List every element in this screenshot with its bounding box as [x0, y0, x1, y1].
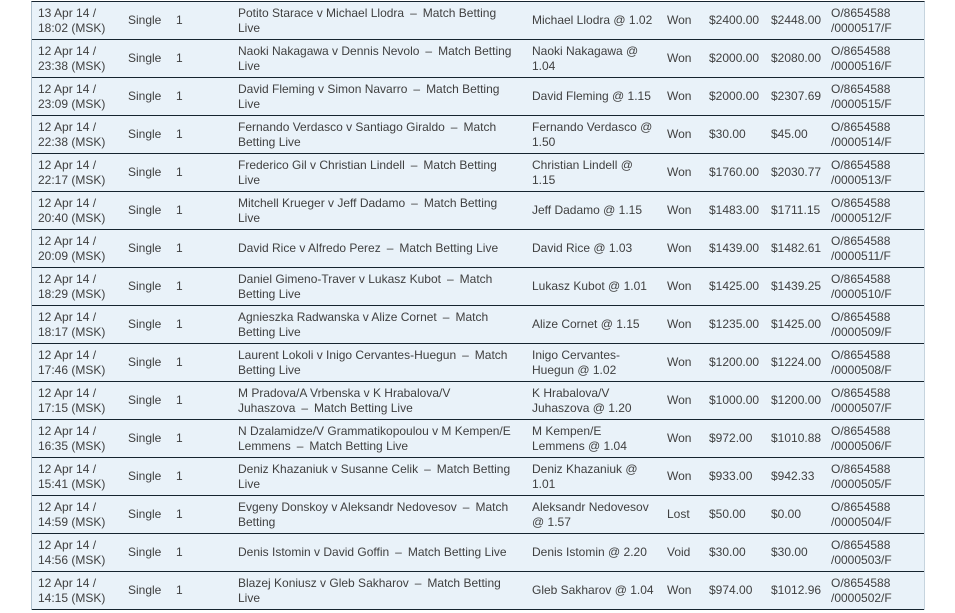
- bet-type: Single: [128, 165, 162, 179]
- bet-event: Naoki Nakagawa v Dennis Nevolo – Match Betting Live: [238, 43, 512, 73]
- bet-result: Void: [667, 545, 691, 559]
- bet-count: 1: [176, 583, 183, 597]
- bet-datetime: [38, 44, 128, 74]
- bet-date: 13 Apr 14 /: [38, 5, 97, 20]
- bet-time: 18:17 (MSK): [38, 324, 106, 339]
- bet-result: Won: [667, 583, 692, 597]
- bet-reference: [831, 158, 924, 188]
- bet-type: Single: [128, 507, 162, 521]
- bet-selection: David Rice @ 1.03: [532, 241, 633, 255]
- bet-reference: [831, 82, 924, 112]
- bet-row: [32, 154, 924, 192]
- bet-result: Won: [667, 393, 692, 407]
- bet-reference: [831, 576, 924, 606]
- bet-row: [32, 268, 924, 306]
- bet-event: David Rice v Alfredo Perez – Match Betting Live: [238, 241, 499, 255]
- bet-selection: Lukasz Kubot @ 1.01: [532, 279, 647, 293]
- bet-reference-line2: /0000516/F: [831, 58, 892, 73]
- bet-result: Won: [667, 469, 692, 483]
- bet-date: 12 Apr 14 /: [38, 43, 97, 58]
- bet-datetime: [38, 424, 128, 454]
- bet-datetime: [38, 576, 128, 606]
- bet-stake: $1483.00: [709, 203, 760, 217]
- bet-datetime: [38, 196, 128, 226]
- bet-count: 1: [176, 507, 183, 521]
- bet-stake: $30.00: [709, 127, 746, 141]
- bet-return: $1482.61: [771, 241, 822, 255]
- bet-result: Won: [667, 89, 692, 103]
- bet-date: 12 Apr 14 /: [38, 271, 97, 286]
- bet-selection: Aleksandr Nedovesov @ 1.57: [532, 499, 649, 529]
- bet-time: 14:56 (MSK): [38, 552, 106, 567]
- bet-event: Daniel Gimeno-Traver v Lukasz Kubot – Match Betting Live: [238, 271, 493, 301]
- bet-count: 1: [176, 241, 183, 255]
- bet-time: 15:41 (MSK): [38, 476, 106, 491]
- bet-count: 1: [176, 13, 183, 27]
- bet-event: Fernando Verdasco v Santiago Giraldo – Match Betting Live: [238, 119, 497, 149]
- bet-reference-line2: /0000508/F: [831, 362, 892, 377]
- bet-result: Lost: [667, 507, 690, 521]
- bet-reference: [831, 500, 924, 530]
- bet-stake: $2000.00: [709, 89, 760, 103]
- bet-date: 12 Apr 14 /: [38, 499, 97, 514]
- bet-stake: $1425.00: [709, 279, 760, 293]
- bet-result: Won: [667, 317, 692, 331]
- bet-event: Deniz Khazaniuk v Susanne Celik – Match Betting Live: [238, 461, 511, 491]
- bet-count: 1: [176, 469, 183, 483]
- bet-reference-line1: O/8654588: [831, 81, 891, 96]
- bet-reference-line2: /0000504/F: [831, 514, 892, 529]
- bet-return: $1439.25: [771, 279, 822, 293]
- bet-type: Single: [128, 317, 162, 331]
- bet-type: Single: [128, 51, 162, 65]
- bet-selection: M Kempen/E Lemmens @ 1.04: [532, 423, 627, 453]
- bet-time: 14:15 (MSK): [38, 590, 106, 605]
- bet-reference-line1: O/8654588: [831, 157, 891, 172]
- bet-count: 1: [176, 393, 183, 407]
- bet-count: 1: [176, 127, 183, 141]
- bet-datetime: [38, 234, 128, 264]
- bet-stake: $2000.00: [709, 51, 760, 65]
- bet-event: Evgeny Donskoy v Aleksandr Nedovesov – Match Betting: [238, 499, 509, 529]
- bet-reference: [831, 6, 924, 36]
- bet-result: Won: [667, 279, 692, 293]
- bet-date: 12 Apr 14 /: [38, 309, 97, 324]
- bet-selection: Deniz Khazaniuk @ 1.01: [532, 461, 638, 491]
- bet-type: Single: [128, 431, 162, 445]
- bet-reference-line1: O/8654588: [831, 499, 891, 514]
- bet-return: $0.00: [771, 507, 802, 521]
- bet-reference-line1: O/8654588: [831, 233, 891, 248]
- bet-reference-line1: O/8654588: [831, 537, 891, 552]
- bet-reference-line1: O/8654588: [831, 461, 891, 476]
- bet-time: 14:59 (MSK): [38, 514, 106, 529]
- bet-selection: Denis Istomin @ 2.20: [532, 545, 647, 559]
- bet-count: 1: [176, 355, 183, 369]
- bet-time: 18:29 (MSK): [38, 286, 106, 301]
- bet-reference: [831, 538, 924, 568]
- bet-type: Single: [128, 241, 162, 255]
- bet-time: 22:38 (MSK): [38, 134, 106, 149]
- bet-return: $1010.88: [771, 431, 822, 445]
- bet-datetime: [38, 462, 128, 492]
- bet-event: Blazej Koniusz v Gleb Sakharov – Match Betting Live: [238, 575, 501, 605]
- bet-row: [32, 78, 924, 116]
- bet-selection: Michael Llodra @ 1.02: [532, 13, 653, 27]
- bet-selection: Naoki Nakagawa @ 1.04: [532, 43, 639, 73]
- bet-time: 16:35 (MSK): [38, 438, 106, 453]
- bet-selection: Alize Cornet @ 1.15: [532, 317, 640, 331]
- bet-return: $45.00: [771, 127, 808, 141]
- bet-selection: Gleb Sakharov @ 1.04: [532, 583, 654, 597]
- bet-date: 12 Apr 14 /: [38, 347, 97, 362]
- bet-time: 17:46 (MSK): [38, 362, 106, 377]
- bet-event: Denis Istomin v David Goffin – Match Betting Live: [238, 545, 507, 559]
- bet-stake: $1760.00: [709, 165, 760, 179]
- bet-reference-line2: /0000515/F: [831, 96, 892, 111]
- bet-date: 12 Apr 14 /: [38, 81, 97, 96]
- bet-type: Single: [128, 127, 162, 141]
- bet-row: [32, 420, 924, 458]
- bet-event: Agnieszka Radwanska v Alize Cornet – Match Betting Live: [238, 309, 489, 339]
- bet-stake: $1439.00: [709, 241, 760, 255]
- bet-count: 1: [176, 165, 183, 179]
- bet-selection: Jeff Dadamo @ 1.15: [532, 203, 643, 217]
- bet-type: Single: [128, 583, 162, 597]
- bet-result: Won: [667, 127, 692, 141]
- bet-time: 22:17 (MSK): [38, 172, 106, 187]
- bet-reference-line1: O/8654588: [831, 119, 891, 134]
- bet-date: 12 Apr 14 /: [38, 537, 97, 552]
- bet-time: 20:40 (MSK): [38, 210, 106, 225]
- bet-reference: [831, 44, 924, 74]
- bet-datetime: [38, 272, 128, 302]
- bet-stake: $30.00: [709, 545, 746, 559]
- bet-type: Single: [128, 545, 162, 559]
- bet-selection: Inigo Cervantes-Huegun @ 1.02: [532, 347, 621, 377]
- bet-row: [32, 572, 924, 610]
- bet-stake: $50.00: [709, 507, 746, 521]
- bet-type: Single: [128, 355, 162, 369]
- bet-count: 1: [176, 51, 183, 65]
- bet-reference-line1: O/8654588: [831, 385, 891, 400]
- bet-stake: $933.00: [709, 469, 753, 483]
- bet-count: 1: [176, 545, 183, 559]
- bet-date: 12 Apr 14 /: [38, 461, 97, 476]
- bet-event: Mitchell Krueger v Jeff Dadamo – Match Betting Live: [238, 195, 498, 225]
- bet-result: Won: [667, 203, 692, 217]
- bet-event: Potito Starace v Michael Llodra – Match Betting Live: [238, 5, 497, 35]
- bet-stake: $1235.00: [709, 317, 760, 331]
- bet-reference-line1: O/8654588: [831, 5, 891, 20]
- bet-reference-line2: /0000502/F: [831, 590, 892, 605]
- bet-datetime: [38, 310, 128, 340]
- bet-reference-line1: O/8654588: [831, 43, 891, 58]
- bet-type: Single: [128, 469, 162, 483]
- bet-datetime: [38, 120, 128, 150]
- bet-reference-line1: O/8654588: [831, 347, 891, 362]
- bet-row: [32, 2, 924, 40]
- bet-selection: David Fleming @ 1.15: [532, 89, 651, 103]
- bet-event: N Dzalamidze/V Grammatikopoulou v M Kempen/E Lemmens – Match Betting Live: [238, 423, 511, 453]
- bet-datetime: [38, 82, 128, 112]
- bet-result: Won: [667, 431, 692, 445]
- bet-reference-line1: O/8654588: [831, 423, 891, 438]
- bet-reference-line1: O/8654588: [831, 575, 891, 590]
- bet-return: $2448.00: [771, 13, 822, 27]
- bet-row: [32, 192, 924, 230]
- bet-selection: K Hrabalova/V Juhaszova @ 1.20: [532, 385, 632, 415]
- bet-reference-line1: O/8654588: [831, 309, 891, 324]
- bet-time: 23:09 (MSK): [38, 96, 106, 111]
- bet-selection: Fernando Verdasco @ 1.50: [532, 119, 653, 149]
- bet-count: 1: [176, 89, 183, 103]
- bet-count: 1: [176, 431, 183, 445]
- bet-reference: [831, 424, 924, 454]
- bet-event: M Pradova/A Vrbenska v K Hrabalova/V Juhaszova – Match Betting Live: [238, 385, 451, 415]
- bet-reference: [831, 120, 924, 150]
- bet-row: [32, 344, 924, 382]
- bet-row: [32, 496, 924, 534]
- bet-reference-line2: /0000517/F: [831, 20, 892, 35]
- bet-reference-line2: /0000505/F: [831, 476, 892, 491]
- bet-reference-line1: O/8654588: [831, 271, 891, 286]
- bet-row: [32, 306, 924, 344]
- bet-datetime: [38, 386, 128, 416]
- bet-stake: $974.00: [709, 583, 753, 597]
- bet-reference-line2: /0000514/F: [831, 134, 892, 149]
- bet-reference: [831, 272, 924, 302]
- bet-return: $1224.00: [771, 355, 822, 369]
- bet-return: $1200.00: [771, 393, 822, 407]
- bet-return: $2030.77: [771, 165, 822, 179]
- bet-datetime: [38, 538, 128, 568]
- bet-result: Won: [667, 13, 692, 27]
- bet-return: $1425.00: [771, 317, 822, 331]
- bet-type: Single: [128, 279, 162, 293]
- bet-reference-line1: O/8654588: [831, 195, 891, 210]
- bet-count: 1: [176, 279, 183, 293]
- bet-return: $1711.15: [771, 203, 821, 217]
- bet-reference-line2: /0000510/F: [831, 286, 892, 301]
- bet-return: $30.00: [771, 545, 808, 559]
- bet-time: 23:38 (MSK): [38, 58, 106, 73]
- bet-reference-line2: /0000507/F: [831, 400, 892, 415]
- bet-date: 12 Apr 14 /: [38, 575, 97, 590]
- bet-return: $1012.96: [771, 583, 822, 597]
- bet-time: 20:09 (MSK): [38, 248, 106, 263]
- bet-event: Frederico Gil v Christian Lindell – Match Betting Live: [238, 157, 497, 187]
- bet-result: Won: [667, 51, 692, 65]
- bet-row: [32, 458, 924, 496]
- bet-row: [32, 534, 924, 572]
- bet-date: 12 Apr 14 /: [38, 157, 97, 172]
- bet-return: $942.33: [771, 469, 815, 483]
- bet-datetime: [38, 6, 128, 36]
- bet-stake: $972.00: [709, 431, 753, 445]
- bet-stake: $2400.00: [709, 13, 760, 27]
- bet-type: Single: [128, 393, 162, 407]
- bet-type: Single: [128, 203, 162, 217]
- bet-count: 1: [176, 317, 183, 331]
- bet-count: 1: [176, 203, 183, 217]
- bet-reference: [831, 196, 924, 226]
- bet-event: Laurent Lokoli v Inigo Cervantes-Huegun – Match Betting Live: [238, 347, 508, 377]
- bet-type: Single: [128, 89, 162, 103]
- bet-reference: [831, 310, 924, 340]
- bet-date: 12 Apr 14 /: [38, 195, 97, 210]
- bet-result: Won: [667, 355, 692, 369]
- bet-datetime: [38, 500, 128, 530]
- bet-row: [32, 230, 924, 268]
- bet-row: [32, 382, 924, 420]
- bet-reference: [831, 348, 924, 378]
- bet-date: 12 Apr 14 /: [38, 119, 97, 134]
- bet-selection: Christian Lindell @ 1.15: [532, 157, 633, 187]
- bet-event: David Fleming v Simon Navarro – Match Betting Live: [238, 81, 500, 111]
- bet-datetime: [38, 158, 128, 188]
- bet-date: 12 Apr 14 /: [38, 423, 97, 438]
- bet-time: 18:02 (MSK): [38, 20, 106, 35]
- bet-row: [32, 40, 924, 78]
- bet-result: Won: [667, 165, 692, 179]
- bet-reference: [831, 386, 924, 416]
- bet-datetime: [38, 348, 128, 378]
- bet-type: Single: [128, 13, 162, 27]
- bet-return: $2080.00: [771, 51, 822, 65]
- bet-reference-line2: /0000512/F: [831, 210, 892, 225]
- bet-row: [32, 116, 924, 154]
- bet-return: $2307.69: [771, 89, 822, 103]
- bet-date: 12 Apr 14 /: [38, 233, 97, 248]
- bet-reference-line2: /0000506/F: [831, 438, 892, 453]
- bet-reference-line2: /0000511/F: [831, 248, 891, 263]
- bet-stake: $1000.00: [709, 393, 760, 407]
- bet-reference: [831, 234, 924, 264]
- bet-date: 12 Apr 14 /: [38, 385, 97, 400]
- bet-reference-line2: /0000509/F: [831, 324, 892, 339]
- bet-stake: $1200.00: [709, 355, 760, 369]
- bet-result: Won: [667, 241, 692, 255]
- bet-reference-line2: /0000503/F: [831, 552, 892, 567]
- bet-reference-line2: /0000513/F: [831, 172, 892, 187]
- bet-time: 17:15 (MSK): [38, 400, 106, 415]
- bet-reference: [831, 462, 924, 492]
- bet-history-table: [31, 1, 925, 610]
